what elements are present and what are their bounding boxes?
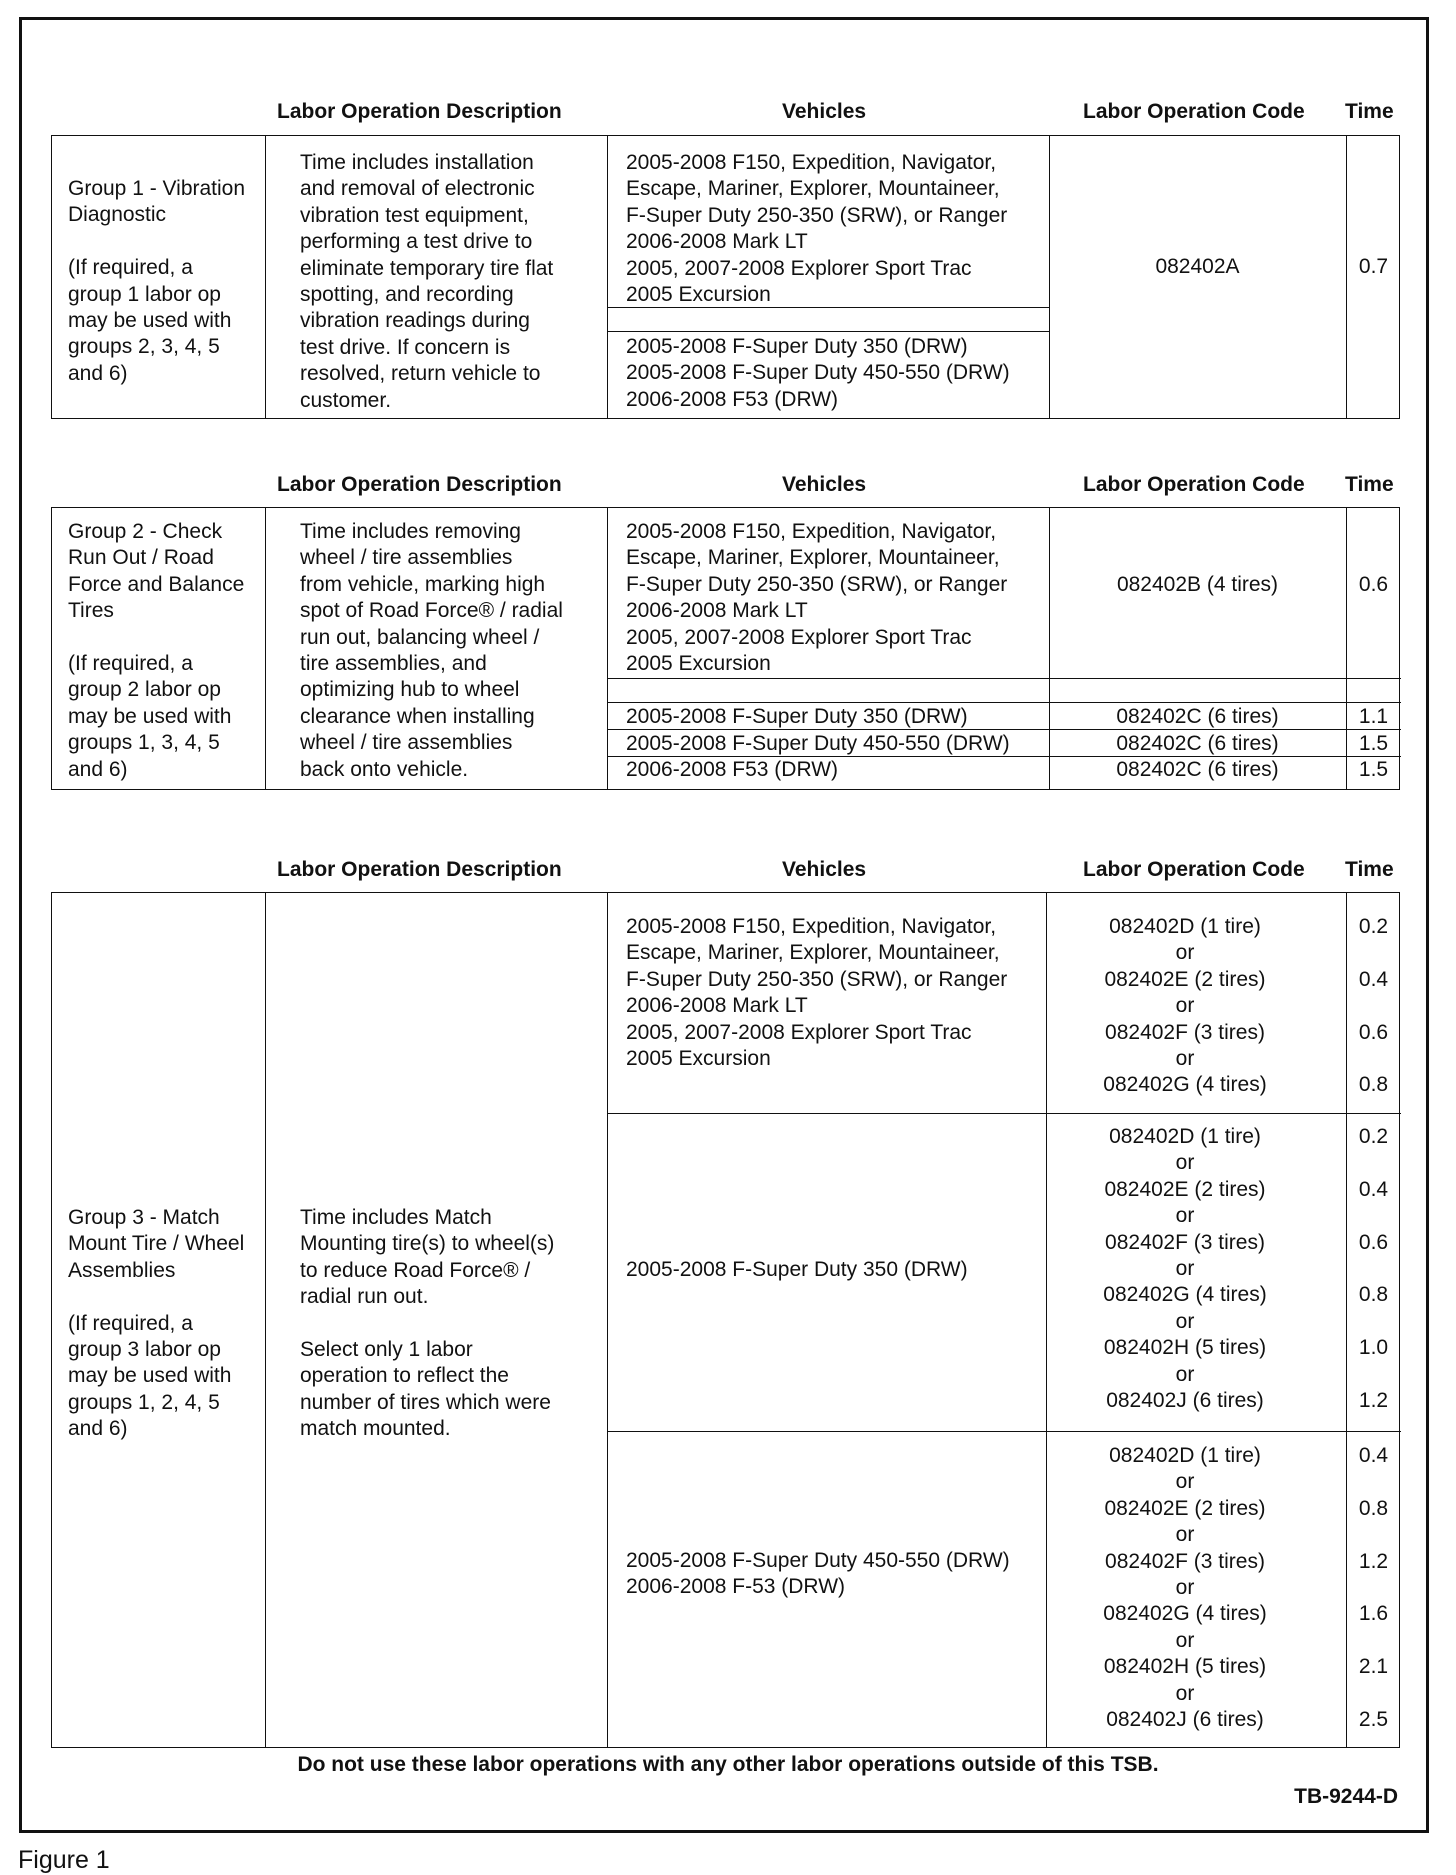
group1-name: Group 1 - Vibration Diagnostic (If required, a group 1 labor op may be used with groups 2, 3, 4, 5 and 6) [68,177,246,385]
header-code: Labor Operation Code [1083,473,1305,496]
group2-name: Group 2 - Check Run Out / Road Force and Balance Tires (If required, a group 2 labor op may be used with groups 1, 3, 4, 5 and 6) [68,520,245,781]
group3-times-c: 0.4 0.8 1.2 1.6 2.1 2.5 [1358,1444,1389,1732]
group2-table [51,507,1400,790]
group2-row-vehicle: 2006-2008 F53 (DRW) [626,758,839,781]
group2-row-code: 082402C (6 tires) [1116,705,1279,728]
header-description: Labor Operation Description [277,100,562,123]
group3-times-a: 0.2 0.4 0.6 0.8 [1358,915,1389,1097]
figure-caption: Figure 1 [18,1846,110,1874]
group3-vehicles-a: 2005-2008 F150, Expedition, Navigator, Escape, Mariner, Explorer, Mountaineer, F-Super Duty 250-350 (SRW), or Ranger 2006-2008 Mark LT 2005, 2007-2008 Explorer Sport Trac 2005 Excursion [626,915,1008,1071]
group3-vehicles-b: 2005-2008 F-Super Duty 350 (DRW) [626,1258,968,1281]
group2-row-vehicle: 2005-2008 F-Super Duty 450-550 (DRW) [626,732,1010,755]
document-id: TB-9244-D [1294,1785,1398,1808]
header-vehicles: Vehicles [782,100,867,123]
header-code: Labor Operation Code [1083,100,1305,123]
group1-description: Time includes installation and removal of electronic vibration test equipment, performing a test drive to eliminate temporary tire flat spotting, and recording vibration readings during test drive. If concern is resolved, return vehicle to customer. [300,151,554,412]
usage-note: Do not use these labor operations with any other labor operations outside of this TSB. [297,1753,1159,1776]
group2-row-code: 082402C (6 tires) [1116,758,1279,781]
header-description: Labor Operation Description [277,858,562,881]
group3-codes-b: 082402D (1 tire) or 082402E (2 tires) or 082402F (3 tires) or 082402G (4 tires) or 082402H (5 tires) or 082402J (6 tires) [1103,1125,1267,1413]
group3-codes-c: 082402D (1 tire) or 082402E (2 tires) or 082402F (3 tires) or 082402G (4 tires) or 082402H (5 tires) or 082402J (6 tires) [1103,1444,1267,1732]
header-code: Labor Operation Code [1083,858,1305,881]
header-time: Time [1345,473,1394,496]
header-description: Labor Operation Description [277,473,562,496]
group2-description: Time includes removing wheel / tire assemblies from vehicle, marking high spot of Road Force® / radial run out, balancing wheel / tire assemblies, and optimizing hub to wheel clearance when installing wheel / tire assemblies back onto vehicle. [300,520,563,781]
group1-vehicles-b: 2005-2008 F-Super Duty 350 (DRW) 2005-2008 F-Super Duty 450-550 (DRW) 2006-2008 F53 (DRW) [626,335,1010,411]
group2-row-time: 1.1 [1358,705,1389,728]
group1-time: 0.7 [1358,255,1389,278]
group2-row-time: 1.5 [1358,732,1389,755]
group3-codes-a: 082402D (1 tire) or 082402E (2 tires) or 082402F (3 tires) or 082402G (4 tires) [1103,915,1267,1097]
group2-row-vehicle: 2005-2008 F-Super Duty 350 (DRW) [626,705,968,728]
group1-code: 082402A [1155,255,1240,278]
group2-vehicles-a: 2005-2008 F150, Expedition, Navigator, Escape, Mariner, Explorer, Mountaineer, F-Super Duty 250-350 (SRW), or Ranger 2006-2008 Mark LT 2005, 2007-2008 Explorer Sport Trac 2005 Excursion [626,520,1008,676]
group2-row-time: 1.5 [1358,758,1389,781]
header-time: Time [1345,100,1394,123]
header-vehicles: Vehicles [782,473,867,496]
group3-description: Time includes Match Mounting tire(s) to wheel(s) to reduce Road Force® / radial run out. Select only 1 labor operation to reflect the number of tires which were match mounted. [300,1206,555,1441]
group1-vehicles-a: 2005-2008 F150, Expedition, Navigator, Escape, Mariner, Explorer, Mountaineer, F-Super Duty 250-350 (SRW), or Ranger 2006-2008 Mark LT 2005, 2007-2008 Explorer Sport Trac 2005 Excursion [626,151,1008,307]
group1-table [51,135,1400,419]
group2-row-code: 082402C (6 tires) [1116,732,1279,755]
group3-vehicles-c: 2005-2008 F-Super Duty 450-550 (DRW) 2006-2008 F-53 (DRW) [626,1549,1010,1599]
header-time: Time [1345,858,1394,881]
group3-name: Group 3 - Match Mount Tire / Wheel Assemblies (If required, a group 3 labor op may be used with groups 1, 2, 4, 5 and 6) [68,1206,245,1441]
header-vehicles: Vehicles [782,858,867,881]
group3-times-b: 0.2 0.4 0.6 0.8 1.0 1.2 [1358,1125,1389,1413]
group3-table [51,892,1400,1748]
group2-code-a: 082402B (4 tires) [1116,573,1279,596]
group2-time-a: 0.6 [1358,573,1389,596]
